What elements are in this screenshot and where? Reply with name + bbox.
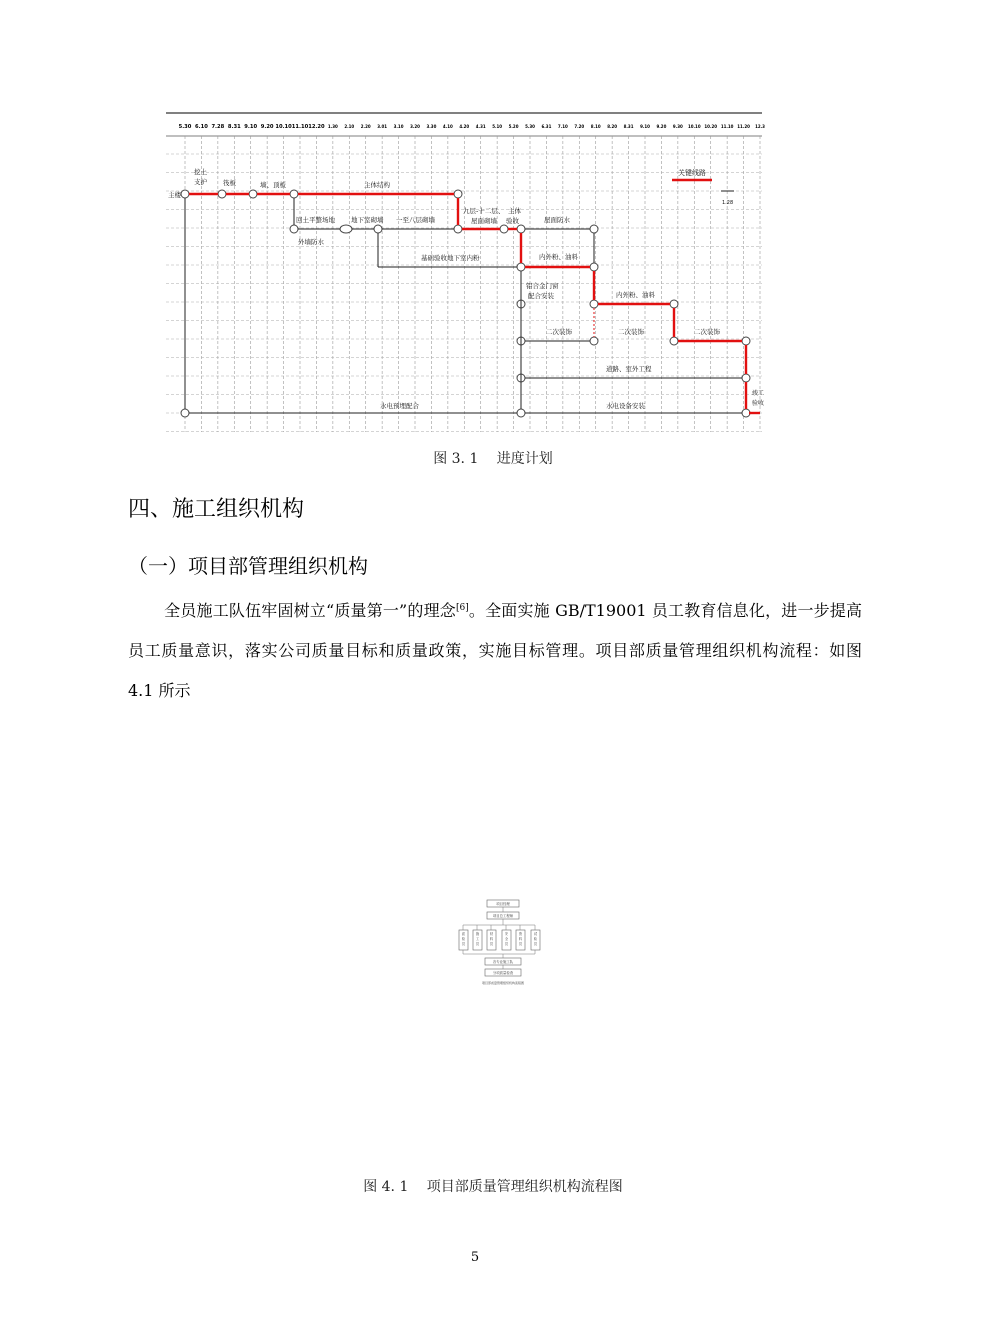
figure-4-1-caption: 图 4. 1 项目部质量管理组织机构流程图 xyxy=(363,1179,623,1195)
org-dept-char: 料 xyxy=(489,937,494,941)
citation-ref[interactable]: [6] xyxy=(455,603,469,613)
date-tick: 5.30 xyxy=(178,124,192,130)
date-tick: 1.30 xyxy=(327,124,338,129)
org-second: 项目总工程师 xyxy=(492,914,514,918)
label-foundation-acceptance: 基础验收地下室内粉 xyxy=(421,254,480,262)
date-tick: 6.10 xyxy=(195,124,208,130)
org-dept-char: 全 xyxy=(504,937,509,941)
label-mep-prep: 水电预埋配合 xyxy=(380,402,419,410)
org-dept-char: 工 xyxy=(475,937,480,941)
org-dept-char: 验 xyxy=(533,937,538,941)
org-dept-char: 员 xyxy=(475,942,480,946)
date-tick: 3.20 xyxy=(410,124,420,129)
date-tick: 11.10 xyxy=(720,124,734,129)
subsection-title: （一）项目部管理组织机构 xyxy=(128,554,368,578)
label-road-outdoor: 道路、室外工程 xyxy=(606,365,652,373)
date-tick: 9.10 xyxy=(244,124,258,130)
date-tick: 3.10 xyxy=(393,124,404,129)
label-doors-windows-b: 配合安装 xyxy=(528,292,554,300)
label-final-a: 竣工 xyxy=(752,390,765,397)
date-tick: 9.20 xyxy=(656,124,667,129)
date-tick: 9.20 xyxy=(260,124,274,130)
label-acceptance-a: 主体 xyxy=(508,207,521,215)
date-tick: 2.20 xyxy=(360,124,371,129)
org-dept-char: 资 xyxy=(518,932,523,936)
date-tick: 2.10 xyxy=(344,124,355,129)
date-tick: 8.10 xyxy=(590,124,601,129)
date-tick: 8.20 xyxy=(607,124,618,129)
date-tick: 5.10 xyxy=(492,124,503,129)
org-dept-char: 员 xyxy=(461,942,466,946)
date-tick: 7.10 xyxy=(557,124,568,129)
org-footer: 项目部质量管理组织机构流程图 xyxy=(481,981,525,985)
body-paragraph xyxy=(128,588,862,711)
date-tick: 7.20 xyxy=(574,124,585,129)
org-chart-diagram xyxy=(455,898,551,988)
date-tick: 10.10 xyxy=(275,124,292,130)
date-tick: 11.10 xyxy=(291,124,309,130)
org-dept-char: 员 xyxy=(518,942,523,946)
paragraph-part2: 。全面实施 GB/T19001 员工教育信息化，进一步提高员工质量意识，落实公司质量目标和质量政策，实施目标管理。项目部质量管理组织机构流程：如图 4.1 所示 xyxy=(128,601,862,700)
label-critical-path: 关键线路 xyxy=(678,169,706,177)
date-tick: 12.20 xyxy=(308,124,325,130)
label-exterior-waterproof: 外墙防水 xyxy=(298,238,324,246)
date-tick: 4.10 xyxy=(442,124,453,129)
org-dept-char: 施 xyxy=(475,932,480,936)
section-title: 四、施工组织机构 xyxy=(128,497,305,522)
date-tick: 10.10 xyxy=(687,124,701,129)
label-floor-9-12-b: 屋面砌墙 xyxy=(471,217,497,225)
org-dept-char: 试 xyxy=(533,932,538,936)
label-secondary-3: 二次装饰 xyxy=(694,328,720,336)
label-main-structure: 主体结构 xyxy=(364,181,390,189)
date-tick: 8.31 xyxy=(623,124,634,129)
label-secondary-2: 二次装饰 xyxy=(618,328,644,336)
date-tick: 7.28 xyxy=(211,124,225,130)
label-interior-ext: 内外粉、油料 xyxy=(539,253,578,261)
date-tick: 12.3 xyxy=(755,124,765,129)
label-masonry-1-8: 一至八层砌墙 xyxy=(396,216,435,224)
figure-3-1-caption: 图 3. 1 进度计划 xyxy=(433,451,553,467)
label-acceptance-b: 验收 xyxy=(506,217,519,225)
date-tick: 11.20 xyxy=(737,124,750,129)
label-interior-paint: 内外粉、油料 xyxy=(616,291,655,299)
org-dept-char: 员 xyxy=(533,942,538,946)
date-tick: 10.20 xyxy=(704,124,718,129)
date-tick: 9.10 xyxy=(640,124,650,129)
date-tick: 4.20 xyxy=(459,124,470,129)
label-raft: 筏板 xyxy=(223,179,236,187)
org-dept-char: 员 xyxy=(504,942,509,946)
label-backfill: 回土平整场地 xyxy=(296,216,335,224)
org-dept-char: 员 xyxy=(489,942,494,946)
label-final-b: 验收 xyxy=(752,400,765,407)
date-tick: 6.31 xyxy=(541,124,552,129)
label-secondary-1: 二次装饰 xyxy=(546,328,572,336)
org-dept-char: 安 xyxy=(504,932,509,936)
label-mep-install: 水电设备安装 xyxy=(606,402,645,410)
label-wall-roof: 墙、顶板 xyxy=(260,181,286,189)
date-tick: 5.30 xyxy=(525,124,535,129)
label-floor-9-12-a: 九层-十二层、 xyxy=(463,207,505,215)
label-roof-waterproof: 屋面防水 xyxy=(544,216,570,224)
label-excavation-2: 支护 xyxy=(194,178,207,186)
org-top: 项目经理 xyxy=(496,902,510,906)
label-main: 主楼 xyxy=(168,191,181,199)
date-tick: 3.01 xyxy=(377,124,388,129)
date-tick: 8.31 xyxy=(227,124,241,130)
org-lower: 各专业施工队 xyxy=(492,960,514,964)
label-end-date: 1.28 xyxy=(722,200,734,206)
paragraph-part1: 全员施工队伍牢固树立“质量第一”的理念 xyxy=(164,601,456,620)
org-lowest: 分项质量检查 xyxy=(492,971,514,975)
node-start xyxy=(181,190,189,198)
org-dept-char: 质 xyxy=(461,932,466,936)
date-tick: 3.30 xyxy=(426,124,437,129)
date-tick: 9.30 xyxy=(672,124,683,129)
label-excavation-1: 挖土 xyxy=(194,168,207,176)
schedule-network-chart xyxy=(166,112,765,434)
org-dept-char: 料 xyxy=(518,937,523,941)
date-tick: 4.31 xyxy=(475,124,486,129)
label-doors-windows-a: 铝合金门窗 xyxy=(526,282,559,290)
org-dept-char: 检 xyxy=(461,937,466,941)
label-basement-masonry: 地下室砌墙 xyxy=(351,216,384,224)
date-tick: 5.20 xyxy=(508,124,519,129)
page-number: 5 xyxy=(470,1250,480,1265)
org-dept-char: 材 xyxy=(489,932,494,936)
